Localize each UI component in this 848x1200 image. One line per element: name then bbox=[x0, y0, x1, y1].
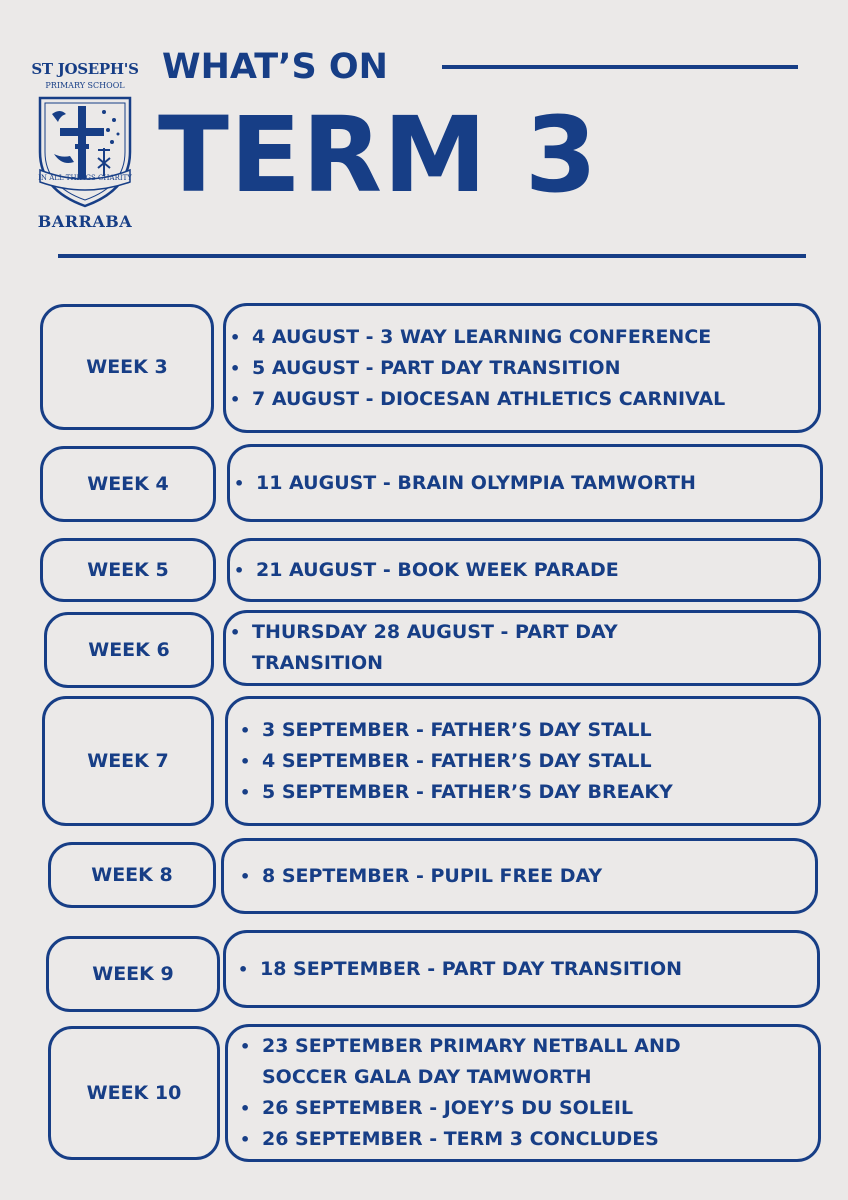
divider-top bbox=[442, 65, 798, 69]
school-subtitle: PRIMARY SCHOOL bbox=[45, 81, 125, 90]
bullet-icon: • bbox=[234, 473, 245, 493]
event-item: • 8 SEPTEMBER - PUPIL FREE DAY bbox=[236, 861, 815, 892]
event-item: • 4 AUGUST - 3 WAY LEARNING CONFERENCE bbox=[226, 322, 818, 353]
week-label-box bbox=[46, 936, 220, 1012]
bullet-icon: • bbox=[240, 720, 251, 740]
week-label-box bbox=[48, 842, 216, 908]
event-item: • 11 AUGUST - BRAIN OLYMPIA TAMWORTH bbox=[230, 468, 820, 499]
bullet-icon: • bbox=[238, 959, 249, 979]
bullet-icon: • bbox=[240, 866, 251, 886]
week-label-box bbox=[40, 446, 216, 522]
week-label: WEEK 5 bbox=[87, 559, 169, 581]
event-item: • 5 AUGUST - PART DAY TRANSITION bbox=[226, 353, 818, 384]
school-logo bbox=[22, 60, 148, 232]
event-item: • 7 AUGUST - DIOCESAN ATHLETICS CARNIVAL bbox=[226, 384, 818, 415]
week-label-box bbox=[42, 696, 214, 826]
week-label-box bbox=[40, 304, 214, 430]
week-label-box bbox=[40, 538, 216, 602]
week-label: WEEK 6 bbox=[88, 639, 170, 661]
bullet-icon: • bbox=[230, 327, 241, 347]
event-item: • 21 AUGUST - BOOK WEEK PARADE bbox=[230, 555, 818, 586]
week-label: WEEK 10 bbox=[86, 1082, 182, 1104]
week-label-box bbox=[48, 1026, 220, 1160]
event-item: • 23 SEPTEMBER PRIMARY NETBALL AND bbox=[236, 1031, 818, 1062]
event-item: • 3 SEPTEMBER - FATHER’S DAY STALL bbox=[236, 715, 818, 746]
event-item: SOCCER GALA DAY TAMWORTH bbox=[262, 1066, 592, 1088]
week-label: WEEK 4 bbox=[87, 473, 169, 495]
motto-banner bbox=[34, 166, 136, 186]
week-events-box bbox=[223, 930, 820, 1008]
week-label: WEEK 8 bbox=[91, 864, 173, 886]
event-item: • THURSDAY 28 AUGUST - PART DAY bbox=[226, 617, 818, 648]
week-label: WEEK 7 bbox=[87, 750, 169, 772]
school-motto: IN ALL THINGS CHARITY bbox=[38, 174, 132, 182]
week-events-box bbox=[223, 303, 821, 433]
week-label-box bbox=[44, 612, 214, 688]
bullet-icon: • bbox=[234, 560, 245, 580]
event-item: • 18 SEPTEMBER - PART DAY TRANSITION bbox=[234, 954, 817, 985]
week-events-box bbox=[227, 444, 823, 522]
bullet-icon: • bbox=[230, 358, 241, 378]
event-item: TRANSITION bbox=[252, 652, 384, 674]
bullet-icon: • bbox=[240, 1130, 251, 1149]
event-item: • 4 SEPTEMBER - FATHER’S DAY STALL bbox=[236, 746, 818, 777]
bullet-icon: • bbox=[230, 623, 241, 642]
bullet-icon: • bbox=[240, 1099, 251, 1118]
week-events-box bbox=[227, 538, 821, 602]
bullet-icon: • bbox=[240, 751, 251, 771]
week-events-box bbox=[225, 1024, 821, 1162]
week-events-box bbox=[225, 696, 821, 826]
week-label: WEEK 3 bbox=[86, 356, 168, 378]
week-events-box bbox=[223, 610, 821, 686]
bullet-icon: • bbox=[240, 1037, 251, 1056]
bullet-icon: • bbox=[240, 782, 251, 802]
crest-icon bbox=[34, 92, 136, 210]
heading-term: TERM 3 bbox=[158, 94, 599, 216]
week-events-box bbox=[221, 838, 818, 914]
week-label: WEEK 9 bbox=[92, 963, 174, 985]
bullet-icon: • bbox=[230, 389, 241, 409]
event-item: • 26 SEPTEMBER - JOEY’S DU SOLEIL bbox=[236, 1093, 818, 1124]
school-town: BARRABA bbox=[37, 212, 133, 231]
heading-whats-on: WHAT’S ON bbox=[162, 47, 388, 87]
school-name: ST JOSEPH'S bbox=[31, 60, 139, 78]
divider-bottom bbox=[58, 254, 806, 258]
event-item: • 26 SEPTEMBER - TERM 3 CONCLUDES bbox=[236, 1124, 818, 1155]
event-item: • 5 SEPTEMBER - FATHER’S DAY BREAKY bbox=[236, 777, 818, 808]
